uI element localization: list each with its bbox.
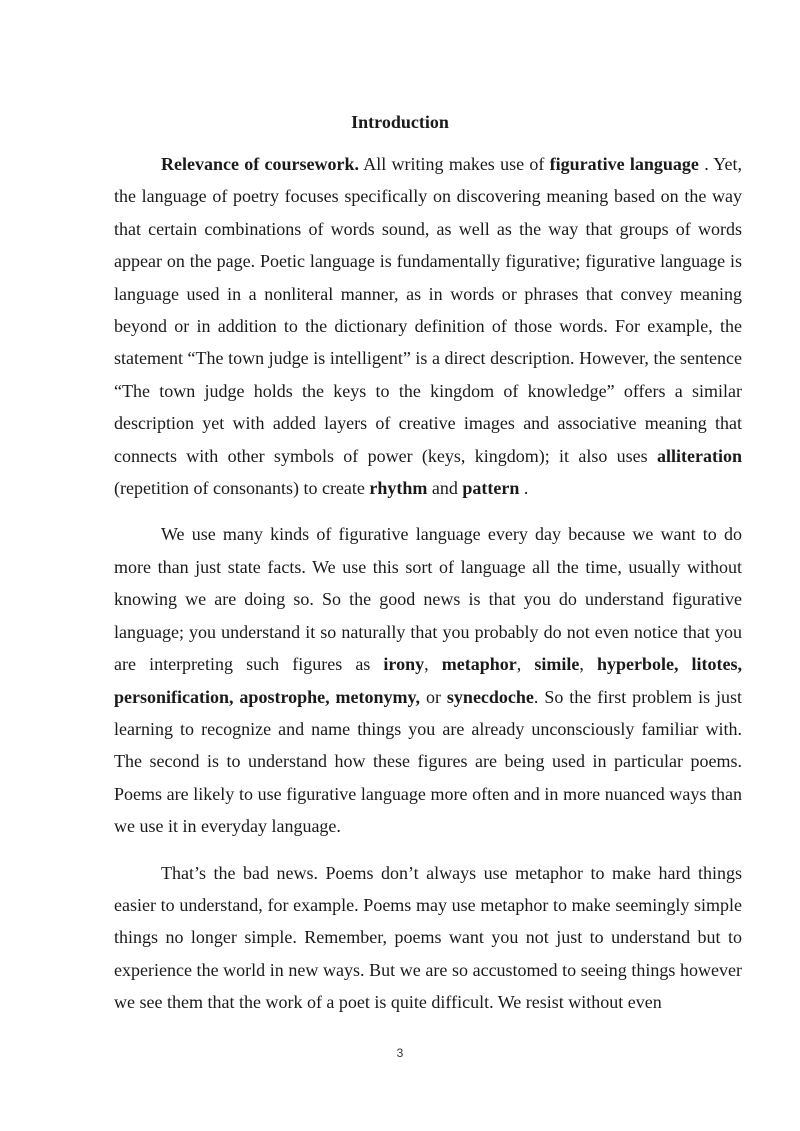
bold-term: rhythm xyxy=(369,478,428,499)
bold-term: Relevance of coursework. xyxy=(161,154,359,174)
bold-term: hyperbole, litotes, personification, apostrophe, metonymy, xyxy=(114,654,743,707)
text-run: . Yet, the language of poetry focuses specifically on discovering meaning based on the way that certain combinations of words sound, as well as the way that groups of words appear on the page. Poetic language is fundamentally figurative; figurative language is language used in a nonliteral manner, as in words or phrases that convey meaning beyond or in addition to the dictionary definition of those words. For example, the statement “The town judge is intelligent” is a direct description. However, the sentence “The town judge holds the keys to the kingdom of knowledge” offers a similar description yet with added layers of creative images and associative meaning that connects with other symbols of power (keys, kingdom); it also uses xyxy=(114,154,742,466)
text-run: (repetition of consonants) to create xyxy=(114,478,370,499)
text-run: . So the first problem is just learning to recognize and name things you are already unconsciously familiar with. The second is to understand how these figures are being used in particular poems. Poems are likely to use figurative language more often and in more nuanced ways than we use it in everyday language. xyxy=(114,686,743,837)
paragraph xyxy=(114,518,742,842)
text-run: All writing makes use of xyxy=(359,154,550,174)
document-body xyxy=(114,148,742,1033)
paragraph xyxy=(114,857,742,1019)
bold-term: figurative language xyxy=(549,154,699,174)
text-run: and xyxy=(427,478,463,499)
text-run: We use many kinds of figurative language every day because we want to do more than just state facts. We use this sort of language all the time, usually without knowing we are doing so. So the good news is that you do understand figurative language; you understand it so naturally that you probably do not even notice that you are interpreting such figures as xyxy=(114,524,742,675)
text-run: , xyxy=(424,654,442,675)
section-heading: Introduction xyxy=(351,112,449,132)
page-number: 3 xyxy=(396,1046,404,1060)
text-run: or xyxy=(420,686,447,707)
text-run: That’s the bad news. Poems don’t always use metaphor to make hard things easier to understand, for example. Poems may use metaphor to make seemingly simple things no longer simple. Remember, poems want you not just to understand but to experience the world in new ways. But we are so accustomed to seeing things however we see them that the work of a poet is quite difficult. We resist without even xyxy=(114,862,742,1013)
bold-term: simile xyxy=(534,654,580,675)
text-run: . xyxy=(519,478,529,499)
paragraph xyxy=(114,148,742,504)
bold-term: synecdoche xyxy=(446,686,534,707)
bold-term: alliteration xyxy=(657,445,742,466)
bold-term: irony xyxy=(383,654,425,675)
text-run: , xyxy=(579,654,597,675)
text-run: , xyxy=(516,654,535,675)
bold-term: pattern xyxy=(462,478,520,499)
bold-term: metaphor xyxy=(441,654,517,675)
